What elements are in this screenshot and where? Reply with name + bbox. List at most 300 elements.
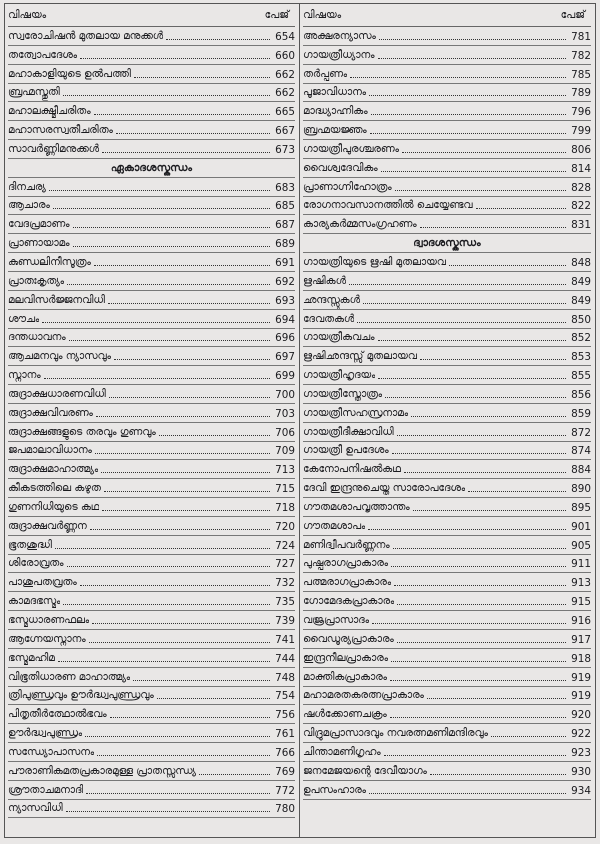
dot-leader [53, 208, 270, 209]
entry-page-number: 766 [275, 746, 295, 759]
toc-entry [8, 762, 295, 781]
entry-title: ഷൾക്കോണചക്രം [303, 708, 387, 721]
entry-title: മഹാമരതകരത്നപ്രാകാരം [303, 689, 424, 702]
toc-entry [8, 687, 295, 706]
entry-page-number: 744 [275, 652, 295, 665]
entry-title: ദേവി ഇന്ദ്രനുചെയ്ത സാരോപദേശം [303, 482, 466, 495]
entry-page-number: 756 [275, 709, 295, 722]
dot-leader [90, 529, 270, 530]
entry-title: കേനോപനിഷൽകഥ [303, 463, 401, 476]
entry-title: സ്നാനം [8, 369, 41, 382]
entry-page-number: 849 [571, 294, 591, 307]
entry-page-number: 852 [571, 332, 591, 345]
entry-page-number: 789 [571, 87, 591, 100]
entry-page-number: 917 [571, 633, 591, 646]
toc-entry [303, 291, 591, 310]
entry-page-number: 916 [571, 615, 591, 627]
dot-leader [95, 453, 270, 454]
dot-leader [96, 416, 270, 417]
entry-page-number: 831 [571, 219, 591, 232]
dot-leader [63, 95, 270, 96]
entry-title: ഗായത്രീദീക്ഷാവിധി [303, 425, 394, 438]
entry-title: ത്രിപുണ്ഡ്രവും ഊർദ്ധ്വപുണ്ഡ്രവും [8, 689, 154, 702]
entry-title: ആചാരം [8, 199, 50, 212]
toc-entry [8, 84, 295, 103]
dot-leader [63, 604, 270, 605]
entry-title: വേദപ്രമാണം [8, 218, 70, 231]
entry-title: ഗായത്രീഹൃദയം [303, 369, 376, 382]
toc-entry [303, 517, 591, 536]
toc-entry [303, 385, 591, 404]
entry-title: ഗായത്രീകവചം [303, 331, 375, 344]
toc-entry [303, 102, 591, 121]
section-heading: ഏകാദശസ്കന്ധം [8, 159, 295, 178]
dot-leader [350, 77, 566, 78]
dot-leader [80, 585, 270, 586]
entry-page-number: 853 [571, 351, 591, 364]
entry-page-number: 660 [275, 49, 295, 62]
dot-leader [404, 472, 566, 473]
toc-entry [303, 140, 591, 159]
entry-title: പത്മരാഗപ്രാകാരം [303, 576, 392, 589]
entry-title: ഊർദ്ധ്വപുണ്ഡ്രം [8, 727, 83, 740]
toc-entry [8, 272, 295, 291]
dot-leader [379, 39, 566, 40]
entry-title: സ്വരോചിഷൻ മുതലായ മനുക്കൾ [8, 29, 164, 42]
entry-page-number: 920 [571, 709, 591, 722]
dot-leader [102, 152, 270, 153]
dot-leader [133, 680, 270, 681]
entry-page-number: 772 [275, 784, 295, 797]
dot-leader [381, 171, 566, 172]
entry-page-number: 922 [571, 728, 591, 741]
entry-title: പ്രാണായാമം [8, 237, 70, 250]
toc-entry [303, 687, 591, 706]
entry-page-number: 685 [275, 200, 295, 213]
toc-entry [8, 705, 295, 724]
toc-entry [303, 197, 591, 216]
dot-leader [411, 416, 566, 417]
entry-page-number: 785 [571, 68, 591, 81]
dot-leader [58, 661, 270, 662]
toc-entry [303, 178, 591, 197]
entry-title: രുദ്രാക്ഷധാരണവിധി [8, 387, 106, 400]
dot-leader [199, 774, 270, 775]
dot-leader [394, 585, 566, 586]
dot-leader [73, 246, 270, 247]
entry-page-number: 735 [275, 596, 295, 609]
toc-entry [303, 555, 591, 574]
entry-title: ഗോമേദകപ്രാകാരം [303, 595, 395, 608]
entry-page-number: 727 [275, 558, 295, 571]
dot-leader [397, 435, 566, 436]
entry-page-number: 662 [275, 68, 295, 81]
toc-entry [8, 197, 295, 216]
dot-leader [491, 736, 566, 737]
toc-entry [303, 329, 591, 348]
entry-title: തർപ്പണം [303, 67, 348, 80]
entry-title: മഹാസരസ്വതീചരിതം [8, 124, 113, 137]
toc-entry [303, 536, 591, 555]
page-header: പേജ് [560, 8, 585, 21]
entry-title: പ്രാതഃകൃത്യം [8, 274, 65, 287]
toc-entry [303, 611, 591, 630]
entry-page-number: 919 [571, 690, 591, 703]
right-column [300, 4, 595, 837]
dot-leader [92, 623, 270, 624]
toc-entry [303, 121, 591, 140]
entry-title: മലവിസർജ്ജനവിധി [8, 293, 105, 306]
entry-title: പ്രാണാഗ്നിഹോത്രം [303, 180, 392, 193]
dot-leader [104, 491, 270, 492]
entry-title: ദിനചര്യ [8, 180, 46, 193]
entry-page-number: 919 [571, 671, 591, 684]
toc-entry [303, 347, 591, 366]
dot-leader [402, 152, 566, 153]
entry-title: ഋഷിഛന്ദസ്സ് മുതലായവ [303, 350, 417, 363]
entry-title: ബ്രഹ്മയജ്ഞം [303, 124, 367, 137]
dot-leader [94, 265, 270, 266]
toc-entry [8, 291, 295, 310]
dot-leader [114, 359, 270, 360]
entry-page-number: 692 [275, 275, 295, 288]
entry-page-number: 872 [571, 426, 591, 439]
left-entry-list [8, 27, 295, 818]
toc-entry [303, 781, 591, 800]
dot-leader [166, 39, 270, 40]
entry-page-number: 691 [275, 256, 295, 269]
entry-title: ഋഷികൾ [303, 274, 346, 287]
toc-entry [8, 102, 295, 121]
entry-title: അക്ഷരന്യാസം [303, 29, 376, 42]
entry-page-number: 689 [275, 238, 295, 251]
dot-leader [349, 284, 566, 285]
dot-leader [363, 303, 566, 304]
dot-leader [420, 227, 566, 228]
entry-page-number: 761 [275, 728, 295, 741]
entry-title: മഹാലക്ഷ്മീചരിതം [8, 105, 91, 118]
entry-title: ചിന്താമണിഗൃഹം [303, 745, 381, 758]
entry-page-number: 780 [275, 803, 295, 816]
toc-entry [8, 592, 295, 611]
entry-page-number: 855 [571, 370, 591, 383]
toc-entry [8, 253, 295, 272]
entry-page-number: 895 [571, 501, 591, 514]
entry-title: വജ്രപ്രാസാദം [303, 614, 370, 626]
topic-header: വിഷയം [303, 8, 342, 21]
entry-title: ഗായത്രീസഹസ്രനാമം [303, 406, 409, 419]
dot-leader [385, 397, 566, 398]
entry-page-number: 822 [571, 200, 591, 213]
toc-entry [8, 479, 295, 498]
entry-title: ദേവതകൾ [303, 312, 355, 325]
toc-entry [303, 215, 591, 234]
toc-entry [8, 536, 295, 555]
entry-title: കാര്യകർമ്മസംഗ്രഹണം [303, 218, 417, 231]
entry-page-number: 915 [571, 596, 591, 609]
toc-entry [8, 178, 295, 197]
entry-title: ഗായത്രീ ഉപദേശം [303, 444, 389, 457]
dot-leader [427, 698, 566, 699]
toc-entry [303, 479, 591, 498]
entry-page-number: 706 [275, 426, 295, 439]
dot-leader [108, 303, 270, 304]
entry-title: ശൗചം [8, 312, 40, 325]
dot-leader [420, 359, 566, 360]
dot-leader [468, 491, 566, 492]
entry-title: കീകടത്തിലെ കഴുത [8, 482, 101, 495]
entry-page-number: 782 [571, 49, 591, 62]
entry-page-number: 667 [275, 125, 295, 138]
dot-leader [393, 548, 566, 549]
entry-title: ഗൗതമശാപവൃത്താന്തം [303, 500, 410, 513]
toc-entry [303, 27, 591, 46]
dot-leader [69, 340, 270, 341]
dot-leader [449, 265, 566, 266]
toc-entry [8, 630, 295, 649]
toc-entry [303, 668, 591, 687]
dot-leader [134, 77, 270, 78]
entry-title: പൂജാവിധാനം [303, 86, 367, 99]
dot-leader [391, 661, 566, 662]
entry-page-number: 696 [275, 332, 295, 345]
entry-title: രുദ്രാക്ഷവർണ്ണന [8, 519, 87, 532]
toc-entry [8, 329, 295, 348]
entry-page-number: 665 [275, 106, 295, 119]
toc-entry [8, 781, 295, 800]
entry-title: ഗായത്രീധ്യാനം [303, 48, 375, 61]
entry-title: വൈഡൂര്യപ്രാകാരം [303, 632, 394, 645]
toc-entry [8, 573, 295, 592]
entry-page-number: 720 [275, 520, 295, 533]
dot-leader [476, 208, 567, 209]
dot-leader [67, 566, 270, 567]
entry-page-number: 700 [275, 388, 295, 401]
dot-leader [66, 811, 270, 812]
toc-entry [303, 442, 591, 461]
dot-leader [89, 642, 270, 643]
entry-title: രോഗനാവസാനത്തിൽ ചെയ്യേണ്ടവ [303, 199, 473, 212]
dot-leader [378, 378, 566, 379]
dot-leader [102, 510, 270, 511]
entry-page-number: 874 [571, 445, 591, 458]
dot-leader [55, 548, 270, 549]
toc-entry [8, 460, 295, 479]
entry-title: ദന്തധാവനം [8, 331, 66, 344]
toc-entry [303, 366, 591, 385]
toc-entry [303, 762, 591, 781]
left-column [5, 4, 300, 837]
toc-entry [303, 573, 591, 592]
dot-leader [94, 114, 270, 115]
entry-page-number: 828 [571, 181, 591, 194]
dot-leader [80, 58, 270, 59]
entry-page-number: 713 [275, 464, 295, 477]
entry-page-number: 911 [571, 558, 591, 571]
table-of-contents-page [4, 3, 596, 838]
dot-leader [397, 642, 566, 643]
entry-title: ഭൂതശുദ്ധി [8, 538, 52, 551]
right-column-header [303, 4, 591, 27]
toc-entry [8, 366, 295, 385]
dot-leader [42, 322, 270, 323]
toc-entry [8, 442, 295, 461]
toc-entry [8, 743, 295, 762]
toc-entry [8, 27, 295, 46]
toc-entry [303, 649, 591, 668]
entry-title: കാമദഭസ്മം [8, 595, 61, 608]
entry-title: ഛന്ദസ്സുകൾ [303, 293, 361, 306]
entry-page-number: 806 [571, 143, 591, 156]
dot-leader [390, 717, 566, 718]
entry-page-number: 654 [275, 30, 295, 43]
entry-page-number: 732 [275, 577, 295, 590]
entry-page-number: 923 [571, 746, 591, 759]
toc-entry [303, 310, 591, 329]
entry-page-number: 918 [571, 652, 591, 665]
entry-title: ആചമനവും ന്യാസവും [8, 350, 111, 363]
entry-title: ഗായത്രീപുരശ്ചരണം [303, 142, 399, 155]
entry-title: പുഷ്പരാഗപ്രാകാരം [303, 557, 389, 570]
entry-title: സാവർണ്ണിമനുക്കൾ [8, 142, 100, 155]
dot-leader [390, 680, 566, 681]
section-heading: ദ്വാദശസ്കന്ധം [303, 234, 591, 253]
page-header: പേജ് [264, 8, 289, 21]
dot-leader [372, 623, 566, 624]
entry-title: ന്യാസവിധി [8, 802, 63, 815]
entry-title: ഗായത്രിയുടെ ഋഷി മുതലായവ [303, 255, 446, 268]
entry-page-number: 739 [275, 615, 295, 627]
toc-entry [8, 140, 295, 159]
toc-entry [303, 46, 591, 65]
toc-entry [8, 215, 295, 234]
entry-page-number: 724 [275, 539, 295, 552]
toc-entry [8, 724, 295, 743]
dot-leader [357, 322, 566, 323]
toc-entry [303, 630, 591, 649]
toc-entry [303, 404, 591, 423]
entry-title: വിഭൂതിധാരണ മാഹാത്മ്യം [8, 670, 131, 683]
toc-entry [8, 310, 295, 329]
toc-entry [8, 121, 295, 140]
dot-leader [159, 435, 270, 436]
entry-page-number: 697 [275, 351, 295, 364]
toc-entry [303, 460, 591, 479]
dot-leader [430, 774, 566, 775]
entry-title: കുണ്ഡലിനീസൂത്രം [8, 255, 91, 268]
entry-title: മാക്തികപ്രാകാരം [303, 670, 388, 683]
dot-leader [397, 604, 566, 605]
dot-leader [378, 58, 566, 59]
entry-page-number: 662 [275, 87, 295, 100]
dot-leader [109, 397, 270, 398]
entry-page-number: 850 [571, 313, 591, 326]
entry-title: ജപമാലാവിധാനം [8, 444, 92, 457]
dot-leader [97, 755, 270, 756]
dot-leader [101, 472, 270, 473]
toc-entry [8, 404, 295, 423]
dot-leader [86, 793, 270, 794]
toc-entry [303, 724, 591, 743]
entry-title: രുദ്രാക്ഷമാഹാത്മ്യം [8, 463, 99, 476]
entry-title: ജനമേജയന്റെ ദേവീയാഗം [303, 764, 427, 777]
toc-entry [303, 159, 591, 178]
toc-entry [8, 65, 295, 84]
toc-entry [303, 65, 591, 84]
dot-leader [370, 133, 566, 134]
entry-page-number: 754 [275, 690, 295, 703]
entry-title: ഉപസംഹാരം [303, 783, 367, 796]
entry-title: പാശുപതവ്രതം [8, 576, 77, 589]
entry-title: ഗായത്രീസ്തോത്രം [303, 387, 383, 400]
toc-entry [303, 272, 591, 291]
entry-page-number: 901 [571, 520, 591, 533]
toc-entry [303, 592, 591, 611]
entry-title: ഇന്ദ്രനീലപ്രാകാരം [303, 651, 389, 664]
entry-title: മഹാകാളിയുടെ ഉൽപത്തി [8, 67, 131, 80]
entry-title: ഭസ്മധാരണഫലം [8, 614, 90, 626]
dot-leader [391, 566, 566, 567]
toc-entry [8, 423, 295, 442]
dot-leader [392, 453, 566, 454]
entry-title: പൗരാണികമതപ്രകാരമുള്ള പ്രാതസ്സന്ധ്യ [8, 764, 196, 777]
dot-leader [116, 133, 270, 134]
toc-entry [303, 743, 591, 762]
entry-page-number: 715 [275, 483, 295, 496]
entry-title: വിദ്രുമപ്രാസാദവും നവരത്നമണിമന്ദിരവും [303, 727, 488, 740]
toc-entry [8, 347, 295, 366]
entry-page-number: 848 [571, 256, 591, 269]
toc-entry [303, 423, 591, 442]
toc-entry [8, 517, 295, 536]
entry-page-number: 856 [571, 388, 591, 401]
toc-entry [8, 611, 295, 630]
entry-page-number: 769 [275, 765, 295, 778]
entry-page-number: 814 [571, 162, 591, 175]
toc-entry [8, 385, 295, 404]
entry-title: രുദ്രാക്ഷങ്ങളുടെ തരവും ഗുണവും [8, 425, 156, 438]
entry-page-number: 687 [275, 219, 295, 232]
dot-leader [413, 510, 566, 511]
entry-title: മാദ്ധ്യാഹ്നികം [303, 105, 368, 118]
toc-entry [8, 234, 295, 253]
toc-entry [8, 498, 295, 517]
toc-entry [8, 46, 295, 65]
entry-title: ആഗ്നേയസ്നാനം [8, 632, 86, 645]
entry-page-number: 934 [571, 784, 591, 797]
toc-entry [303, 705, 591, 724]
toc-entry [8, 668, 295, 687]
dot-leader [67, 284, 270, 285]
toc-entry [8, 555, 295, 574]
entry-page-number: 694 [275, 313, 295, 326]
entry-title: ഗുണനിധിയുടെ കഥ [8, 500, 100, 513]
entry-page-number: 718 [275, 501, 295, 514]
entry-page-number: 741 [275, 633, 295, 646]
entry-page-number: 890 [571, 483, 591, 496]
dot-leader [44, 378, 270, 379]
entry-page-number: 781 [571, 30, 591, 43]
left-column-header [8, 4, 295, 27]
entry-title: ശിരോവ്രതം [8, 557, 64, 570]
toc-entry [8, 649, 295, 668]
dot-leader [378, 340, 566, 341]
toc-entry [303, 253, 591, 272]
entry-title: രുദ്രാക്ഷവിവരണം [8, 406, 93, 419]
entry-page-number: 673 [275, 143, 295, 156]
dot-leader [157, 698, 270, 699]
entry-title: തത്വോപദേശം [8, 48, 78, 61]
